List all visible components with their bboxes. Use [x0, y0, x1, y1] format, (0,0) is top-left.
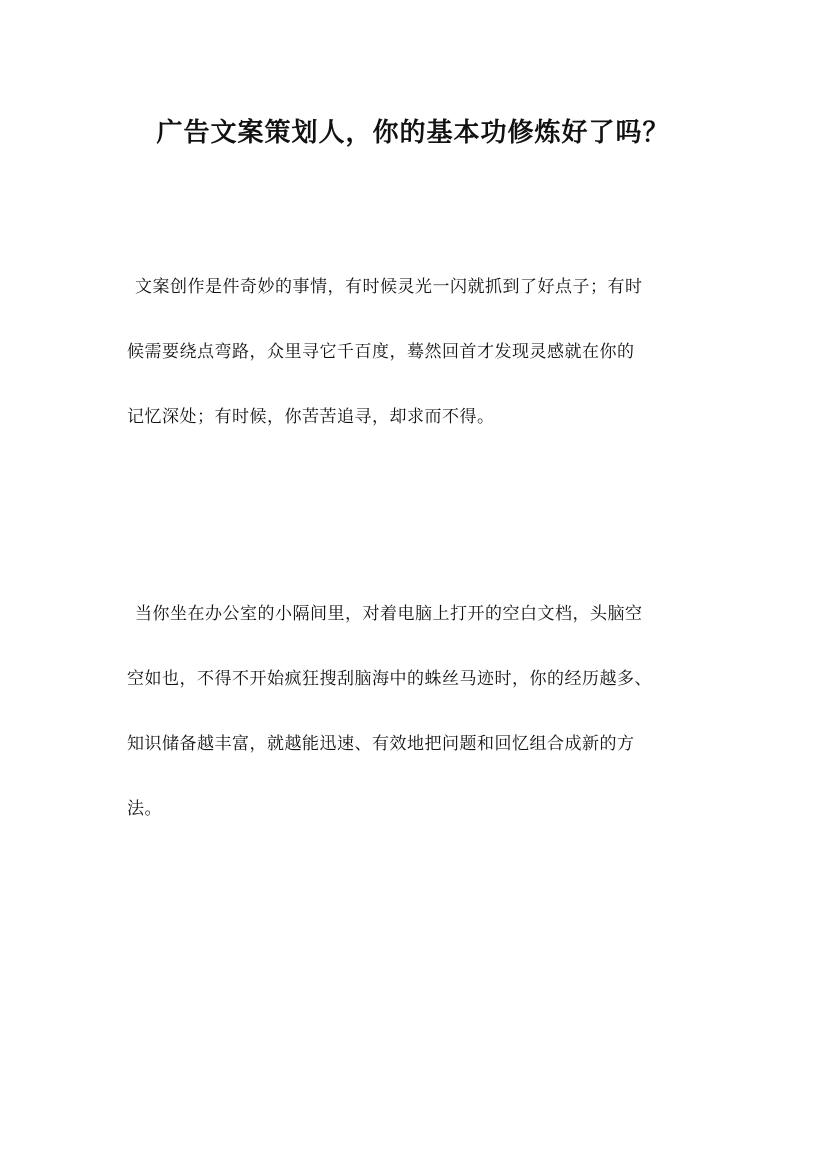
paragraph-1-line-1: 文案创作是件奇妙的事情，有时候灵光一闪就抓到了好点子；有时	[135, 277, 643, 297]
document-title: 广告文案策划人，你的基本功修炼好了吗？	[156, 118, 670, 148]
paragraph-2-line-2: 空如也，不得不开始疯狂搜刮脑海中的蛛丝马迹时，你的经历越多、	[127, 669, 652, 689]
paragraph-2-line-3: 知识储备越丰富，就越能迅速、有效地把问题和回忆组合成新的方	[127, 734, 635, 754]
paragraph-1-line-2: 候需要绕点弯路，众里寻它千百度，蓦然回首才发现灵感就在你的	[127, 342, 635, 362]
paragraph-2-line-1: 当你坐在办公室的小隔间里，对着电脑上打开的空白文档，头脑空	[135, 604, 643, 624]
paragraph-1-line-3: 记忆深处；有时候，你苦苦追寻，却求而不得。	[127, 407, 495, 427]
paragraph-2-line-4: 法。	[127, 799, 162, 819]
